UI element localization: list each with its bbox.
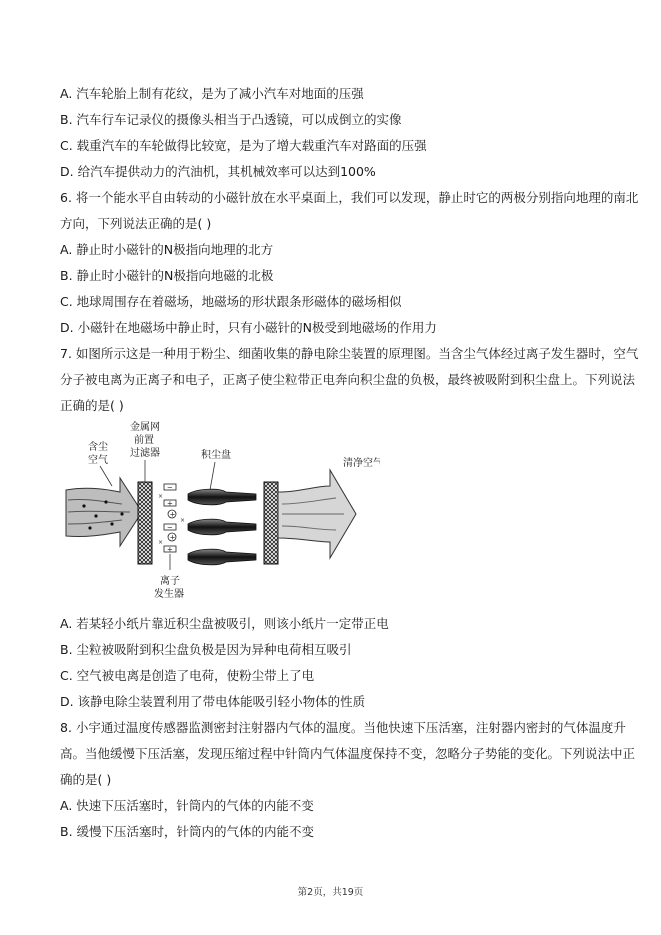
q5-option-d: D. 给汽车提供动力的汽油机，其机械效率可以达到100% [60, 164, 376, 179]
label-dust-plate: 积尘盘 [201, 450, 231, 461]
q8-option-a: A. 快速下压活塞时，针筒内的气体的内能不变 [60, 798, 314, 813]
label-filter-1: 金属网 [130, 422, 160, 433]
q7-stem-line-3: 正确的是( ) [60, 398, 124, 413]
q8-option-b: B. 缓慢下压活塞时，针筒内的气体的内能不变 [60, 824, 315, 839]
q7-option-a: A. 若某轻小纸片靠近积尘盘被吸引，则该小纸片一定带正电 [60, 616, 389, 631]
label-dusty-air-1: 含尘 [88, 442, 108, 453]
svg-text:−: − [167, 483, 173, 492]
label-clean-air: 清净空气 [343, 458, 380, 469]
svg-text:+: + [167, 499, 173, 508]
q8-stem-line-2: 高。当他缓慢下压活塞，发现压缩过程中针筒内气体温度保持不变，忽略分子势能的变化。下列说法中正 [60, 746, 636, 761]
q6-stem-line-2: 方向，下列说法正确的是( ) [60, 216, 212, 231]
q7-option-d: D. 该静电除尘装置利用了带电体能吸引轻小物体的性质 [60, 694, 366, 709]
dust-collection-plates [188, 489, 256, 565]
precipitator-diagram [60, 420, 380, 610]
label-filter-2: 前置 [134, 435, 154, 446]
ion-generator [158, 484, 185, 554]
label-ion-1: 离子 [160, 576, 180, 587]
svg-text:+: + [169, 510, 176, 519]
q7-stem-line-2: 分子被电离为正离子和电子，正离子使尘粒带正电奔向积尘盘的负极，最终被吸附到积尘盘上。下列说法 [60, 372, 636, 387]
page-footer: 第2页，共19页 [297, 887, 364, 898]
electrostatic-precipitator-figure [60, 420, 380, 610]
q6-option-c: C. 地球周围存在着磁场，地磁场的形状跟条形磁体的磁场相似 [60, 294, 402, 309]
metal-mesh-prefilter [138, 482, 152, 564]
q7-option-b: B. 尘粒被吸附到积尘盘负极是因为异种电荷相互吸引 [60, 642, 352, 657]
svg-text:×: × [158, 539, 164, 546]
q7-stem-line-1: 7. 如图所示这是一种用于粉尘、细菌收集的静电除尘装置的原理图。当含尘气体经过离子发生器时，空气 [60, 346, 639, 361]
label-dusty-air-2: 空气 [88, 455, 108, 466]
q6-option-d: D. 小磁针在地磁场中静止时，只有小磁针的N极受到地磁场的作用力 [60, 320, 437, 335]
rear-mesh-filter [264, 482, 278, 564]
q6-stem-line-1: 6. 将一个能水平自由转动的小磁针放在水平桌面上，我们可以发现，静止时它的两极分别指向地理的南北 [60, 190, 639, 205]
q5-option-c: C. 载重汽车的车轮做得比较宽，是为了增大载重汽车对路面的压强 [60, 138, 427, 153]
label-filter-3: 过滤器 [130, 448, 160, 459]
dusty-air-arrow [66, 478, 142, 546]
svg-text:−: − [167, 523, 173, 532]
q8-stem-line-1: 8. 小宇通过温度传感器监测密封注射器内气体的温度。当他快速下压活塞，注射器内密封的气体温度升 [60, 720, 626, 735]
clean-air-arrow [278, 470, 356, 558]
q8-stem-line-3: 确的是( ) [60, 772, 112, 787]
q5-option-a: A. 汽车轮胎上制有花纹，是为了减小汽车对地面的压强 [60, 86, 364, 101]
q5-option-b: B. 汽车行车记录仪的摄像头相当于凸透镜，可以成倒立的实像 [60, 112, 402, 127]
svg-text:×: × [180, 517, 186, 524]
q7-option-c: C. 空气被电离是创造了电荷，使粉尘带上了电 [60, 668, 315, 683]
label-ion-2: 发生器 [154, 589, 184, 600]
svg-text:+: + [167, 545, 173, 554]
svg-text:×: × [158, 493, 164, 500]
q6-option-b: B. 静止时小磁针的N极指向地磁的北极 [60, 268, 274, 283]
q6-option-a: A. 静止时小磁针的N极指向地理的北方 [60, 242, 274, 257]
svg-text:+: + [169, 533, 176, 542]
